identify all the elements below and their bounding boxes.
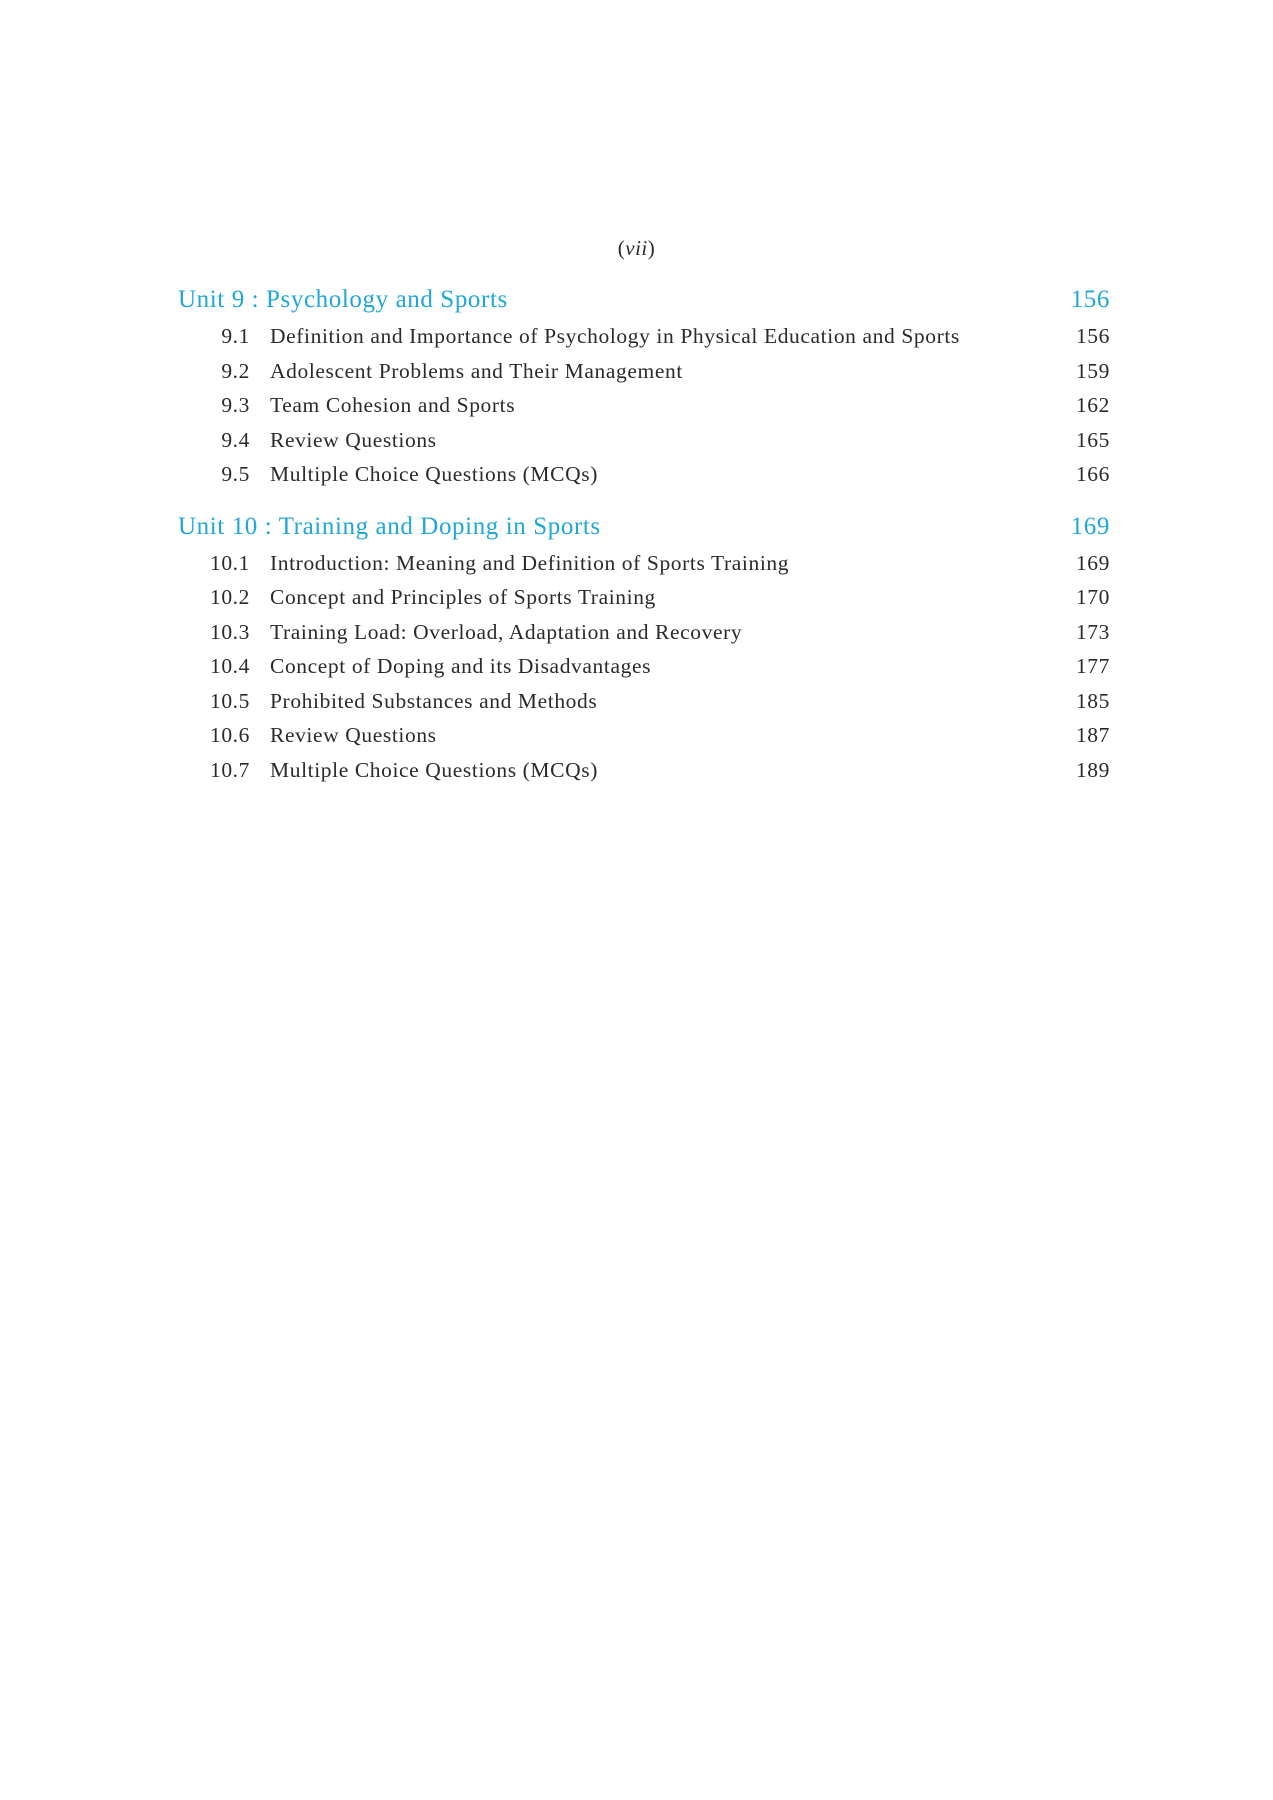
unit-page-number: 169 xyxy=(1070,512,1110,540)
entry-page-number: 156 xyxy=(1075,324,1110,348)
page-number-value: vii xyxy=(625,236,648,260)
entry-number: 10.4 xyxy=(209,654,250,678)
entry-title: Review Questions xyxy=(270,723,437,747)
toc-entry[interactable] xyxy=(178,654,1110,689)
toc-entry[interactable] xyxy=(178,428,1110,463)
entry-number: 10.1 xyxy=(209,550,250,575)
unit-heading[interactable] xyxy=(178,286,1110,324)
entry-number: 9.5 xyxy=(221,462,250,486)
entry-number: 10.3 xyxy=(209,619,250,644)
entry-title: Team Cohesion and Sports xyxy=(270,393,516,417)
toc-entry[interactable] xyxy=(178,620,1110,655)
entry-page-number: 162 xyxy=(1075,393,1110,417)
entry-page-number: 170 xyxy=(1075,585,1110,609)
toc-entry[interactable] xyxy=(178,324,1110,359)
entry-page-number: 173 xyxy=(1075,619,1110,644)
toc-entry[interactable] xyxy=(178,723,1110,758)
entry-number: 9.1 xyxy=(221,324,250,348)
entry-title: Concept of Doping and its Disadvantages xyxy=(270,654,652,678)
entry-page-number: 165 xyxy=(1075,427,1110,452)
toc-entry[interactable] xyxy=(178,585,1110,620)
unit-title: Unit 10 : Training and Doping in Sports xyxy=(178,512,601,540)
entry-page-number: 159 xyxy=(1075,358,1110,383)
unit-9-section xyxy=(178,286,1110,497)
unit-10-section xyxy=(178,513,1110,793)
entry-number: 9.3 xyxy=(221,393,250,417)
unit-heading[interactable] xyxy=(178,513,1110,551)
entry-page-number: 187 xyxy=(1075,723,1110,747)
entry-page-number: 177 xyxy=(1075,654,1110,678)
toc-entry[interactable] xyxy=(178,359,1110,394)
entry-number: 10.7 xyxy=(209,757,250,782)
entry-title: Prohibited Substances and Methods xyxy=(270,688,598,713)
entry-title: Training Load: Overload, Adaptation and Recovery xyxy=(270,619,743,644)
entry-title: Concept and Principles of Sports Training xyxy=(270,585,656,609)
entry-number: 10.2 xyxy=(209,585,250,609)
entry-title: Review Questions xyxy=(270,427,437,452)
page-number xyxy=(0,236,1273,261)
entry-title: Multiple Choice Questions (MCQs) xyxy=(270,462,598,486)
entry-title: Introduction: Meaning and Definition of Sports Training xyxy=(270,550,790,575)
entry-number: 10.6 xyxy=(209,723,250,747)
entry-title: Multiple Choice Questions (MCQs) xyxy=(270,757,598,782)
entry-title: Definition and Importance of Psychology in Physical Education and Sports xyxy=(270,324,960,348)
page-number-close: ) xyxy=(647,236,656,260)
toc-entry[interactable] xyxy=(178,462,1110,497)
unit-title: Unit 9 : Psychology and Sports xyxy=(178,286,508,313)
entry-page-number: 185 xyxy=(1075,688,1110,713)
entry-page-number: 166 xyxy=(1075,462,1110,486)
toc-entry[interactable] xyxy=(178,551,1110,586)
entry-page-number: 189 xyxy=(1075,757,1110,782)
entry-title: Adolescent Problems and Their Management xyxy=(270,358,683,383)
entry-number: 9.2 xyxy=(221,358,250,383)
entry-number: 10.5 xyxy=(209,688,250,713)
toc-entry[interactable] xyxy=(178,758,1110,793)
unit-page-number: 156 xyxy=(1070,286,1110,313)
toc-entry[interactable] xyxy=(178,689,1110,724)
table-of-contents xyxy=(178,286,1110,792)
page-number-open: ( xyxy=(617,236,626,260)
entry-number: 9.4 xyxy=(221,427,250,452)
entry-page-number: 169 xyxy=(1075,550,1110,575)
toc-entry[interactable] xyxy=(178,393,1110,428)
